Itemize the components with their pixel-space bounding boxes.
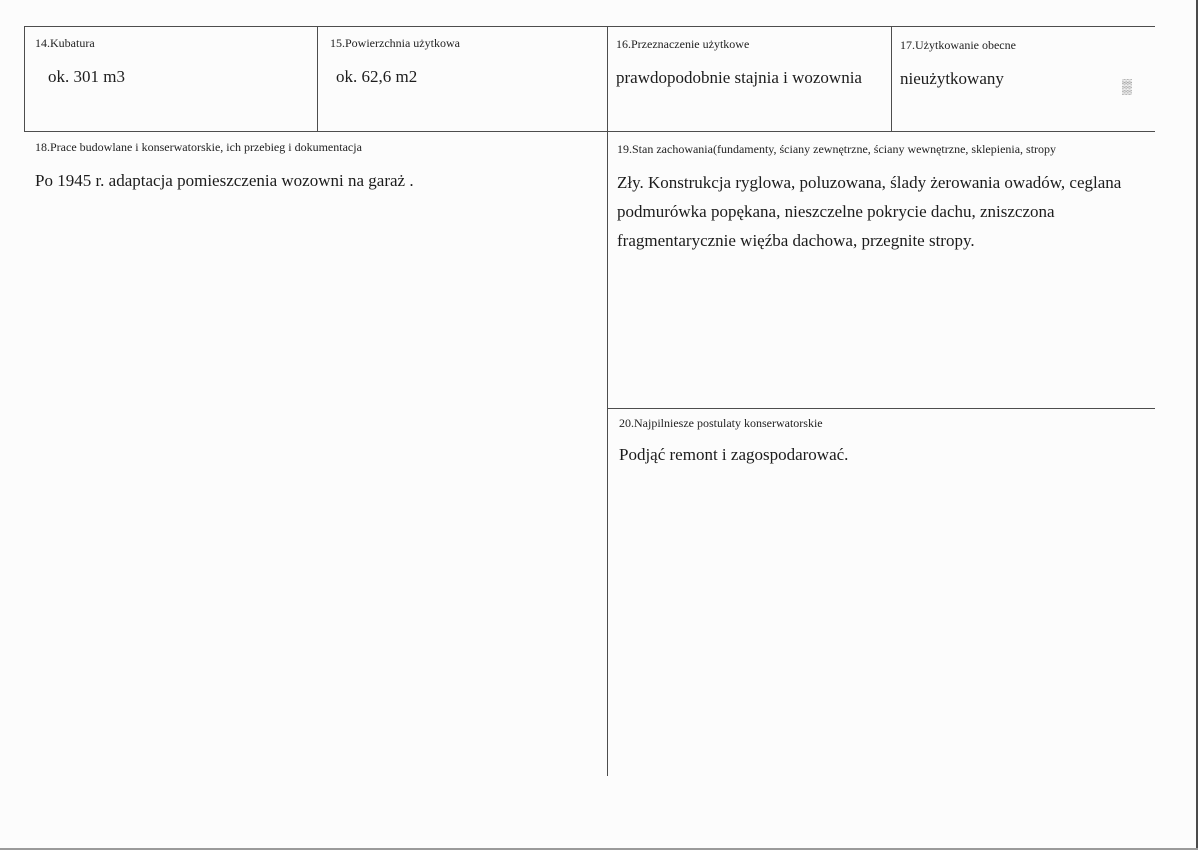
postulaty-value: Podjąć remont i zagospodarować. xyxy=(619,445,849,464)
col-divider-4 xyxy=(891,26,892,132)
row-divider-2 xyxy=(608,408,1155,409)
table-top-border xyxy=(24,26,1155,27)
stan-value xyxy=(617,168,1121,255)
kubatura-value: ok. 301 m3 xyxy=(48,67,125,86)
powierzchnia-value: ok. 62,6 m2 xyxy=(336,67,418,86)
przeznaczenie-value: prawdopodobnie stajnia i wozownia xyxy=(616,68,862,87)
postulaty-label: 20.Najpilniesze postulaty konserwatorskie xyxy=(619,416,823,430)
przeznaczenie-label: 16.Przeznaczenie użytkowe xyxy=(616,37,750,51)
prace-value: Po 1945 r. adaptacja pomieszczenia wozowni na garaż . xyxy=(35,171,414,190)
row-divider-1 xyxy=(24,131,1155,132)
stan-line-1: Zły. Konstrukcja ryglowa, poluzowana, ślady żerowania owadów, ceglana xyxy=(617,173,1122,192)
scan-speck-icon: ▒ xyxy=(1122,80,1132,95)
stan-line-2: podmurówka popękana, nieszczelne pokrycie dachu, zniszczona xyxy=(617,202,1055,221)
uzytkowanie-value: nieużytkowany xyxy=(900,69,1004,88)
prace-label: 18.Prace budowlane i konserwatorskie, ich przebieg i dokumentacja xyxy=(35,140,362,154)
powierzchnia-label: 15.Powierzchnia użytkowa xyxy=(330,36,460,50)
col-divider-1 xyxy=(24,26,25,132)
col-divider-3 xyxy=(607,26,608,776)
stan-label: 19.Stan zachowania(fundamenty, ściany zewnętrzne, ściany wewnętrzne, sklepienia, stropy xyxy=(617,142,1057,156)
kubatura-label: 14.Kubatura xyxy=(35,36,95,50)
uzytkowanie-label: 17.Użytkowanie obecne xyxy=(900,38,1016,52)
stan-line-3: fragmentarycznie więźba dachowa, przegnite stropy. xyxy=(617,231,975,250)
col-divider-2 xyxy=(317,26,318,132)
